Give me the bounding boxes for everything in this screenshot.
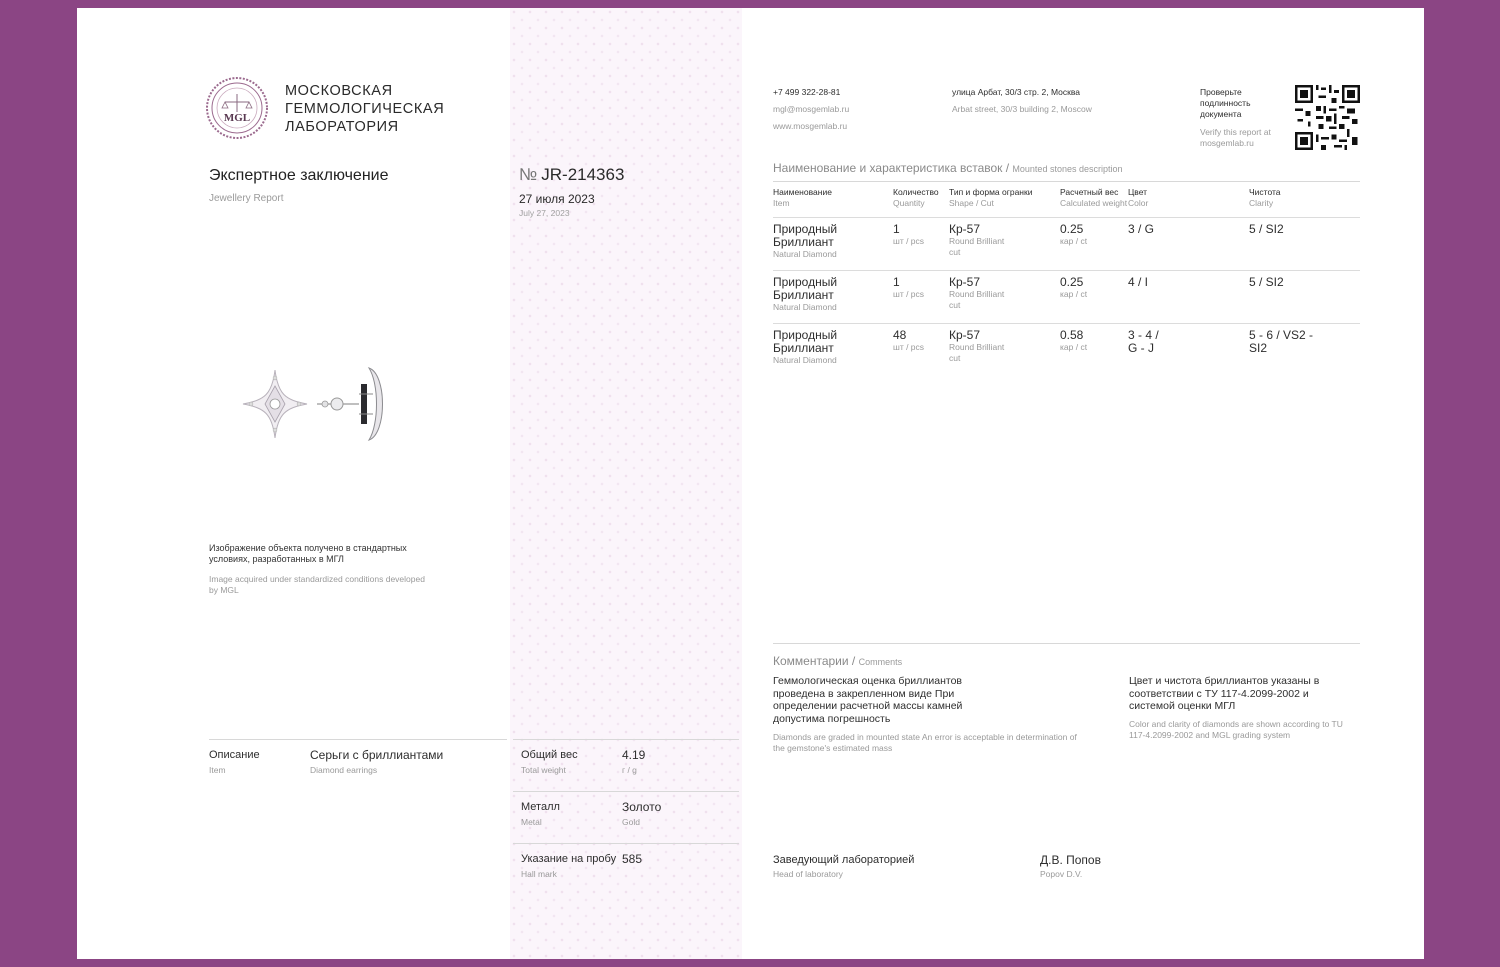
mgl-seal-logo: [205, 76, 269, 140]
stone-name: Природный Бриллиант: [773, 222, 838, 249]
stones-title-en: Mounted stones description: [1012, 164, 1123, 174]
lab-name-line: ГЕММОЛОГИЧЕСКАЯ: [285, 101, 445, 117]
contact-site[interactable]: www.mosgemlab.ru: [773, 121, 848, 131]
comment-left: Геммологическая оценка бриллиантов проведена в закрепленном виде При определении расчетной массы камней допустима погрешность: [773, 675, 963, 725]
report-date: 27 июля 2023: [519, 192, 595, 206]
hallmark-value: 585: [622, 852, 643, 866]
signature-name: Д.В. Попов: [1040, 853, 1101, 867]
table-row: Природный Бриллиант Natural Diamond 48 шт / pcs Кр-57 Round Brilliant cut 0.58 кар / ct 3 - 4 / G - J 5 - 6 / VS2 - SI2: [773, 324, 1360, 377]
stone-color: 3 / G: [1128, 222, 1155, 236]
stone-weight: 0.58: [1060, 328, 1084, 342]
divider: [773, 181, 1360, 182]
lab-name: [285, 82, 444, 136]
signature-role: Заведующий лабораторией: [773, 854, 915, 866]
comment-right-en: Color and clarity of diamonds are shown according to TU 117-4.2099-2002 and MGL grading system: [1129, 719, 1343, 740]
hallmark-label-en: Hall mark: [521, 869, 557, 879]
item-label: Описание: [209, 749, 260, 761]
divider: [209, 739, 507, 740]
report-title: Экспертное заключение: [209, 167, 389, 184]
lab-name-line: МОСКОВСКАЯ: [285, 83, 393, 99]
comment-right: Цвет и чистота бриллиантов указаны в соответствии с ТУ 117-4.2099-2002 и системой оценки МГЛ: [1129, 675, 1320, 713]
stone-clarity: 5 / SI2: [1249, 275, 1284, 289]
stone-color: 4 / I: [1128, 275, 1149, 289]
total-weight-label: Общий вес: [521, 749, 578, 761]
header-quantity: Количество Quantity: [893, 187, 939, 208]
report-title-en: Jewellery Report: [209, 193, 284, 204]
contact-phone[interactable]: +7 499 322-28-81: [773, 87, 841, 97]
hallmark-label: Указание на пробу: [521, 853, 617, 865]
table-row: Природный Бриллиант Natural Diamond 1 шт / pcs Кр-57 Round Brilliant cut 0.25 кар / ct 4 / I 5 / SI2: [773, 271, 1360, 324]
stone-qty: 1: [893, 275, 900, 289]
report-number: [519, 165, 624, 185]
header-cut: Тип и форма огранки Shape / Cut: [949, 187, 1033, 208]
stone-name: Природный Бриллиант: [773, 328, 838, 355]
verify-text-en: Verify this report at mosgemlab.ru: [1200, 127, 1271, 148]
metal-value: Золото: [622, 800, 662, 814]
stone-qty: 48: [893, 328, 907, 342]
comments-title: [773, 654, 902, 668]
stone-qty: 1: [893, 222, 900, 236]
stone-color: 3 - 4 / G - J: [1128, 328, 1159, 355]
report-number-value: JR-214363: [541, 165, 625, 184]
header-clarity: Чистота Clarity: [1249, 187, 1281, 208]
total-weight-value: 4.19: [622, 748, 646, 762]
stone-cut: Кр-57: [949, 275, 981, 289]
signature-role-en: Head of laboratory: [773, 869, 843, 879]
earrings-photo: [237, 364, 393, 444]
stone-clarity: 5 - 6 / VS2 - SI2: [1249, 328, 1314, 355]
comment-left-en: Diamonds are graded in mounted state An error is acceptable in determination of the gemstone's estimated mass: [773, 732, 1077, 753]
item-value-en: Diamond earrings: [310, 765, 378, 775]
stone-clarity: 5 / SI2: [1249, 222, 1284, 236]
divider: [513, 843, 739, 844]
photo-note-en: Image acquired under standardized conditions developed by MGL: [209, 574, 425, 595]
divider: [513, 739, 739, 740]
stone-weight: 0.25: [1060, 275, 1084, 289]
stone-name: Природный Бриллиант: [773, 275, 838, 302]
earring-side: [317, 368, 383, 440]
header-item: Наименование Item: [773, 187, 832, 208]
stones-title-ru: Наименование и характеристика вставок /: [773, 161, 1010, 175]
stone-cut: Кр-57: [949, 222, 981, 236]
metal-label-en: Metal: [521, 817, 542, 827]
stones-section-title: [773, 161, 1123, 175]
contact-email[interactable]: mgl@mosgemlab.ru: [773, 104, 850, 114]
report-date-en: July 27, 2023: [519, 208, 570, 218]
stones-table: [773, 184, 1360, 376]
metal-label: Металл: [521, 801, 560, 813]
stone-weight: 0.25: [1060, 222, 1084, 236]
total-weight-unit: г / g: [622, 765, 637, 775]
qr-code[interactable]: [1295, 85, 1360, 150]
table-row: Природный Бриллиант Natural Diamond 1 шт / pcs Кр-57 Round Brilliant cut 0.25 кар / ct 3 / G 5 / SI2: [773, 218, 1360, 271]
stones-header-row: [773, 184, 1360, 218]
stone-cut: Кр-57: [949, 328, 981, 342]
divider: [773, 643, 1360, 644]
address: улица Арбат, 30/3 стр. 2, Москва: [952, 87, 1080, 97]
signature-name-en: Popov D.V.: [1040, 869, 1083, 879]
lab-name-line: ЛАБОРАТОРИЯ: [285, 119, 399, 135]
item-value: Серьги с бриллиантами: [310, 748, 444, 762]
comments-title-en: Comments: [858, 657, 903, 667]
divider: [513, 791, 739, 792]
metal-value-en: Gold: [622, 817, 640, 827]
address-en: Arbat street, 30/3 building 2, Moscow: [952, 104, 1092, 114]
item-label-en: Item: [209, 765, 226, 775]
report-sheet: [77, 8, 1424, 959]
total-weight-label-en: Total weight: [521, 765, 566, 775]
photo-note: Изображение объекта получено в стандартных условиях, разработанных в МГЛ: [209, 543, 407, 564]
number-sign: №: [519, 165, 538, 184]
header-color: Цвет Color: [1128, 187, 1149, 208]
earring-front: [243, 370, 307, 438]
comments-title-ru: Комментарии /: [773, 654, 856, 668]
seal-text: MGL: [223, 112, 251, 124]
verify-text: Проверьте подлинность документа: [1200, 87, 1251, 119]
header-weight: Расчетный вес Calculated weight: [1060, 187, 1128, 208]
